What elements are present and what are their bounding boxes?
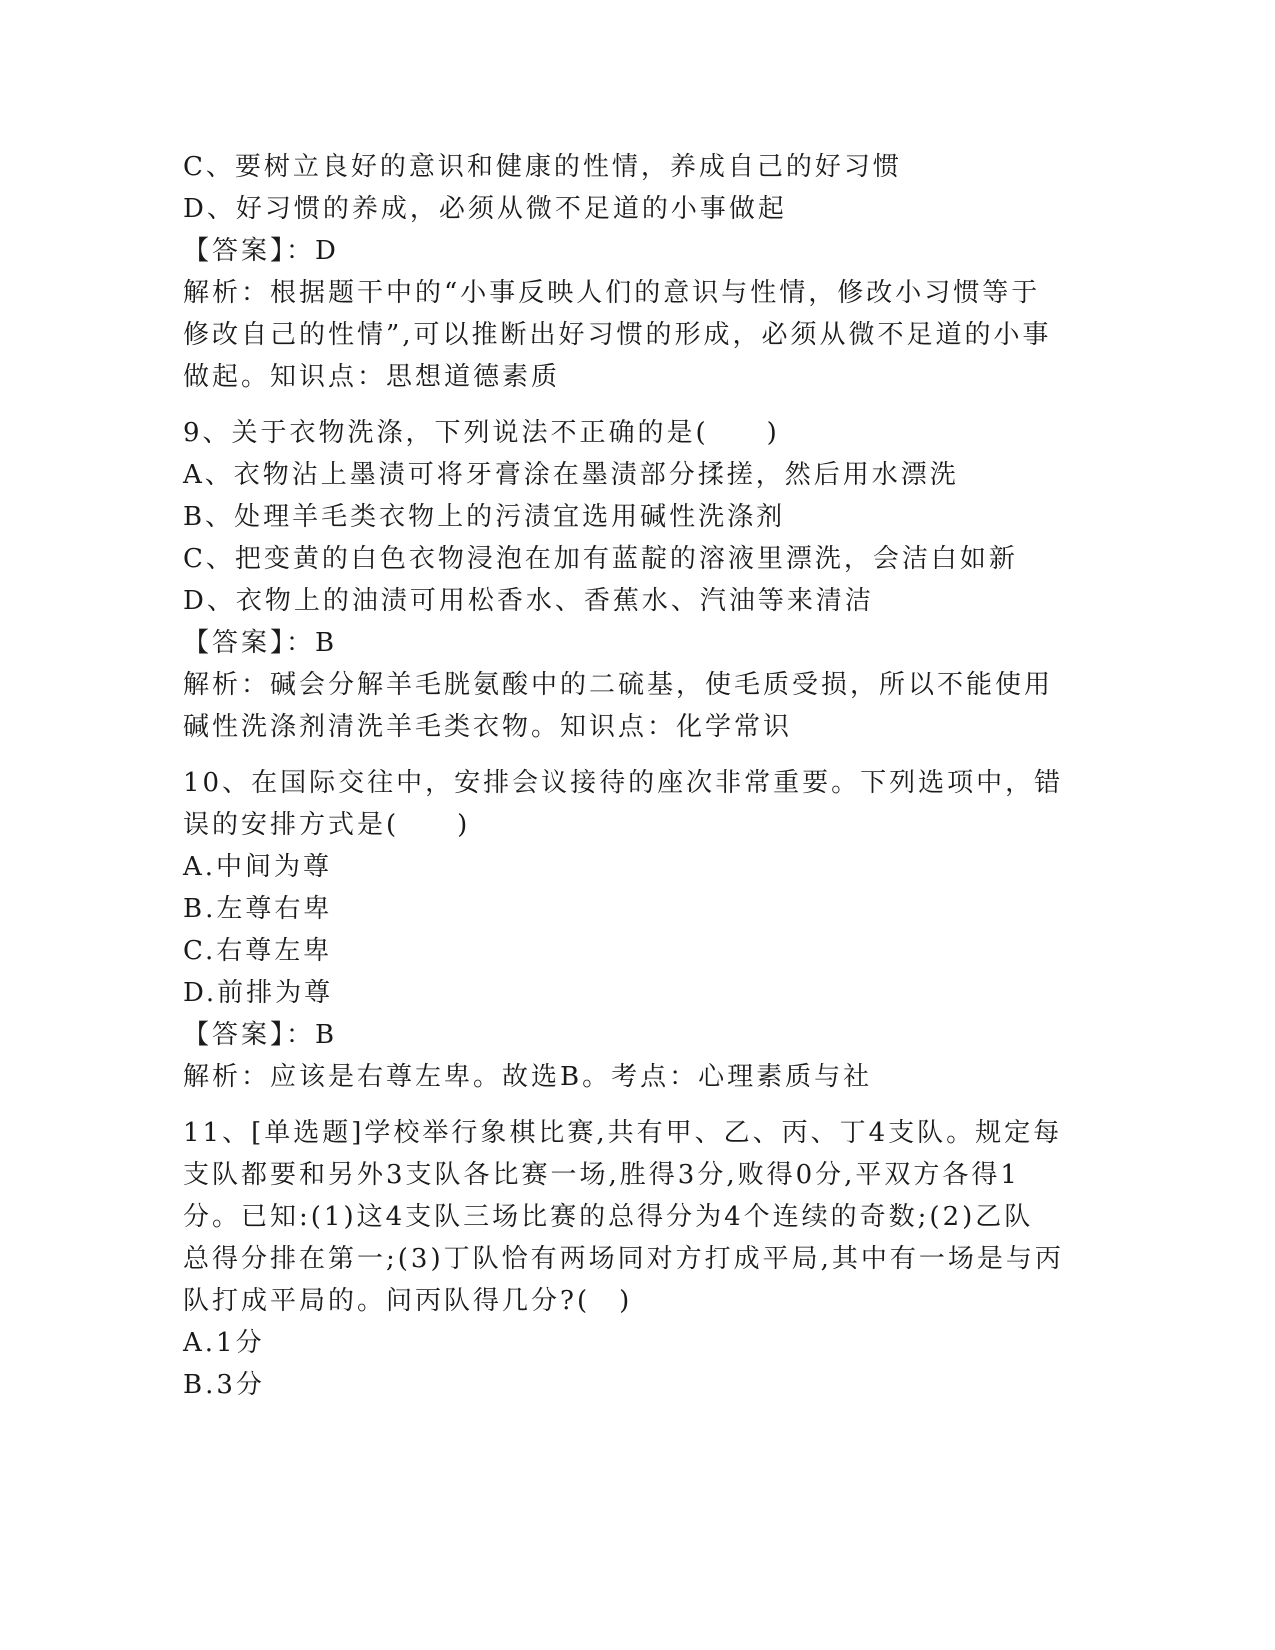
question-10 — [183, 762, 1083, 1098]
question-stem: 分。已知:(1)这4支队三场比赛的总得分为4个连续的奇数;(2)乙队 — [183, 1202, 1034, 1232]
option-b: B.3分 — [183, 1370, 265, 1400]
question-11 — [183, 1112, 1083, 1406]
option-b: B.左尊右卑 — [183, 894, 333, 924]
option-c: C.右尊左卑 — [183, 936, 333, 966]
answer: 【答案】：B — [183, 1020, 338, 1050]
analysis-line: 解析：碱会分解羊毛胱氨酸中的二硫基，使毛质受损，所以不能使用 — [183, 670, 1054, 700]
answer: 【答案】：B — [183, 628, 338, 658]
question-stem: 队打成平局的。问丙队得几分?( ) — [183, 1286, 633, 1316]
option-c: C、要树立良好的意识和健康的性情，养成自己的好习惯 — [183, 152, 902, 182]
option-c: C、把变黄的白色衣物浸泡在加有蓝靛的溶液里漂洗，会洁白如新 — [183, 544, 1018, 574]
document-page — [183, 146, 1083, 1406]
analysis-line: 解析：应该是右尊左卑。故选B。考点：心理素质与社 — [183, 1062, 873, 1092]
question-8-tail — [183, 146, 1083, 398]
option-d: D、好习惯的养成，必须从微不足道的小事做起 — [183, 194, 787, 224]
question-stem: 10、在国际交往中，安排会议接待的座次非常重要。下列选项中，错 — [183, 768, 1064, 798]
question-stem: 9、关于衣物洗涤，下列说法不正确的是( ) — [183, 418, 780, 448]
question-stem: 11、[单选题]学校举行象棋比赛,共有甲、乙、丙、丁4支队。规定每 — [183, 1118, 1063, 1148]
option-b: B、处理羊毛类衣物上的污渍宜选用碱性洗涤剂 — [183, 502, 786, 532]
question-stem: 误的安排方式是( ) — [183, 810, 471, 840]
analysis-line: 解析：根据题干中的“小事反映人们的意识与性情，修改小习惯等于 — [183, 278, 1041, 308]
option-d: D、衣物上的油渍可用松香水、香蕉水、汽油等来清洁 — [183, 586, 874, 616]
analysis-line: 修改自己的性情”,可以推断出好习惯的形成，必须从微不足道的小事 — [183, 320, 1052, 350]
option-a: A.中间为尊 — [183, 852, 333, 882]
option-a: A.1分 — [183, 1328, 265, 1358]
question-stem: 总得分排在第一;(3)丁队恰有两场同对方打成平局,其中有一场是与丙 — [183, 1244, 1064, 1274]
option-d: D.前排为尊 — [183, 978, 334, 1008]
analysis-line: 碱性洗涤剂清洗羊毛类衣物。知识点：化学常识 — [183, 712, 793, 742]
analysis-line: 做起。知识点：思想道德素质 — [183, 362, 561, 392]
answer: 【答案】：D — [183, 236, 339, 266]
question-stem: 支队都要和另外3支队各比赛一场,胜得3分,败得0分,平双方各得1 — [183, 1160, 1020, 1190]
question-9 — [183, 412, 1083, 748]
option-a: A、衣物沾上墨渍可将牙膏涂在墨渍部分揉搓，然后用水漂洗 — [183, 460, 959, 490]
